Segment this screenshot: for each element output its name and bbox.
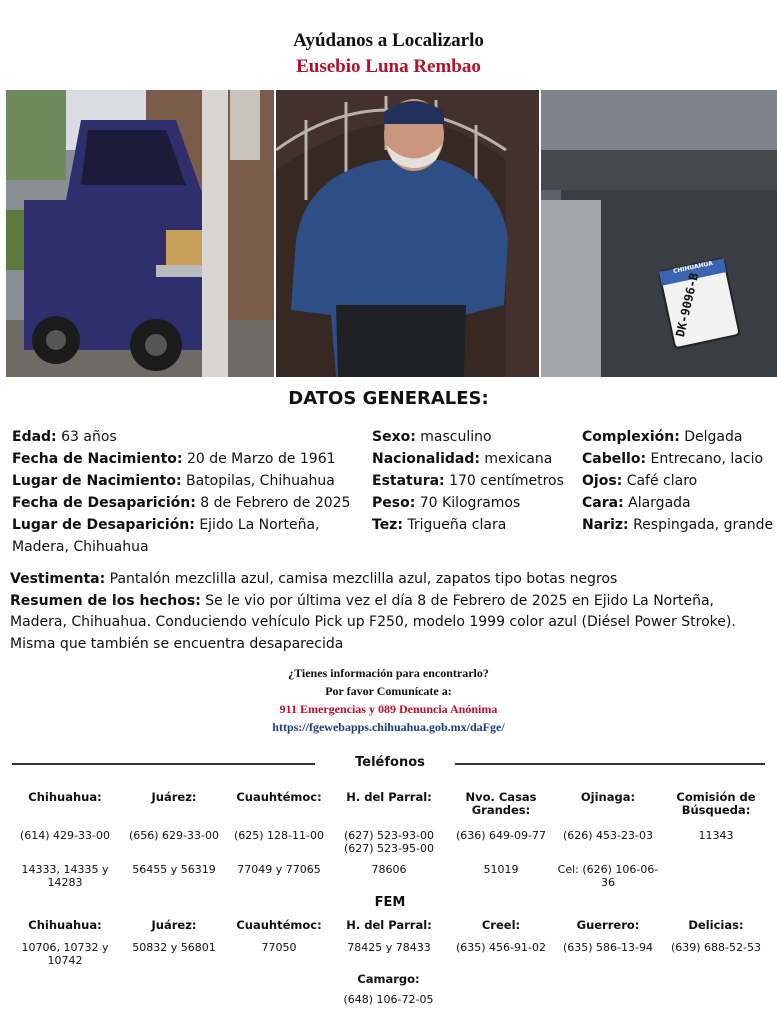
- table-header: Chihuahua:: [28, 790, 102, 804]
- info-row: [582, 426, 777, 448]
- info-value: Batopilas, Chihuahua: [181, 473, 335, 489]
- phone-cell: (626) 453-23-03: [562, 829, 653, 842]
- table-header: H. del Parral:: [346, 918, 432, 932]
- phone-cell: (635) 586-13-94: [562, 941, 653, 954]
- info-value: Ejido La Norteña,: [194, 517, 320, 533]
- info-row: [582, 470, 777, 492]
- info-value: 170 centímetros: [444, 473, 564, 489]
- phone-cell: 77049 y 77065: [237, 863, 321, 876]
- phone-cell: (627) 523-93-00 (627) 523-95-00: [343, 829, 434, 855]
- camargo-label: Camargo:: [357, 972, 420, 986]
- info-row: [12, 426, 362, 448]
- info-value: Madera, Chihuahua: [12, 539, 149, 555]
- info-row: [372, 514, 577, 536]
- table-header: H. del Parral:: [346, 790, 432, 804]
- phone-cell: 77050: [261, 941, 297, 954]
- phone-cell: (639) 688-52-53: [670, 941, 761, 954]
- info-row: [12, 448, 362, 470]
- info-value: 8 de Febrero de 2025: [195, 495, 351, 511]
- section-heading-datos-generales: DATOS GENERALES:: [288, 388, 489, 409]
- info-label: Nariz:: [582, 517, 629, 533]
- phone-cell: 50832 y 56801: [132, 941, 216, 954]
- phone-cell: (656) 629-33-00: [128, 829, 219, 842]
- poster-title: Ayúdanos a Localizarlo: [293, 30, 484, 51]
- fem-heading: FEM: [374, 895, 406, 910]
- info-row: [12, 514, 362, 536]
- info-value: Alargada: [623, 495, 691, 511]
- info-value: Trigueña clara: [402, 517, 507, 533]
- info-row: [12, 536, 362, 558]
- person-photo: [276, 90, 539, 377]
- info-value: 63 años: [56, 429, 117, 445]
- phone-cell: 10706, 10732 y 10742: [21, 941, 109, 967]
- info-column-1: [12, 426, 362, 558]
- table-header: Ojinaga:: [580, 790, 636, 804]
- info-label: Lugar de Desaparición:: [12, 517, 195, 533]
- info-column-3: [582, 426, 777, 536]
- divider-right: [455, 763, 765, 765]
- phone-cell: (635) 456-91-02: [455, 941, 546, 954]
- info-column-2: [372, 426, 577, 536]
- table-header: Delicias:: [688, 918, 744, 932]
- plate-number-text: DK-9096-B: [672, 271, 702, 339]
- info-label: Fecha de Desaparición:: [12, 495, 196, 511]
- info-row: [582, 448, 777, 470]
- info-label: Ojos:: [582, 473, 623, 489]
- table-header: Cuauhtémoc:: [236, 918, 322, 932]
- info-label: Cabello:: [582, 451, 647, 467]
- camargo-phone: (648) 106-72-05: [343, 993, 434, 1006]
- emergency-numbers: 911 Emergencias y 089 Denuncia Anónima: [279, 702, 498, 716]
- info-value: mexicana: [479, 451, 553, 467]
- phone-cell: (614) 429-33-00: [19, 829, 110, 842]
- table-header: Juárez:: [151, 918, 197, 932]
- phone-cell: 78606: [371, 863, 407, 876]
- vestimenta-label: Vestimenta:: [10, 571, 106, 587]
- info-label: Fecha de Nacimiento:: [12, 451, 183, 467]
- info-row: [582, 514, 777, 536]
- divider-left: [12, 763, 315, 765]
- phone-cell: 14333, 14335 y 14283: [21, 863, 109, 889]
- info-label: Nacionalidad:: [372, 451, 480, 467]
- info-label: Lugar de Nacimiento:: [12, 473, 182, 489]
- summary-block: [10, 569, 772, 655]
- phone-cell: (625) 128-11-00: [233, 829, 324, 842]
- info-label: Complexión:: [582, 429, 680, 445]
- info-row: [12, 492, 362, 514]
- report-url-link[interactable]: https://fgewebapps.chihuahua.gob.mx/daFge/: [272, 720, 505, 734]
- phone-cell: (636) 649-09-77: [455, 829, 546, 842]
- info-value: Respingada, grande: [628, 517, 774, 533]
- table-header: Juárez:: [151, 790, 197, 804]
- truck-photo: [6, 90, 274, 377]
- info-row: [372, 448, 577, 470]
- phone-cell: 11343: [698, 829, 734, 842]
- phone-cell: 56455 y 56319: [132, 863, 216, 876]
- info-value: masculino: [415, 429, 492, 445]
- info-label: Sexo:: [372, 429, 416, 445]
- license-plate-photo: [541, 90, 777, 377]
- phone-cell: 51019: [483, 863, 519, 876]
- info-row: [582, 492, 777, 514]
- contact-instruction: Por favor Comunícate a:: [325, 684, 452, 698]
- table-header: Comisión de Búsqueda:: [676, 790, 756, 817]
- phone-cell: Cel: (626) 106-06-36: [557, 863, 659, 889]
- resumen-value: Se le vio por última vez el día 8 de Febrero de 2025 en Ejido La Norteña, Madera, Chihuahua. Conduciendo vehículo Pick up F250, modelo 1999 color azul (Diésel Power Stroke). Misma que también se encuentra desaparecida: [10, 592, 736, 652]
- table-header: Creel:: [481, 918, 521, 932]
- info-value: 70 Kilogramos: [415, 495, 521, 511]
- info-row: [12, 470, 362, 492]
- vestimenta-line: [10, 569, 772, 591]
- info-label: Peso:: [372, 495, 416, 511]
- info-value: Delgada: [679, 429, 743, 445]
- info-value: 20 de Marzo de 1961: [182, 451, 336, 467]
- info-value: Entrecano, lacio: [646, 451, 764, 467]
- telefonos-heading: Teléfonos: [355, 755, 425, 770]
- info-label: Estatura:: [372, 473, 445, 489]
- resumen-label: Resumen de los hechos:: [10, 592, 201, 609]
- table-header: Guerrero:: [576, 918, 640, 932]
- contact-question: ¿Tienes información para encontrarlo?: [288, 666, 489, 680]
- info-row: [372, 470, 577, 492]
- table-header: Chihuahua:: [28, 918, 102, 932]
- info-label: Tez:: [372, 517, 403, 533]
- missing-person-name: Eusebio Luna Rembao: [296, 56, 481, 77]
- phone-cell: 78425 y 78433: [347, 941, 431, 954]
- table-header: Cuauhtémoc:: [236, 790, 322, 804]
- info-row: [372, 492, 577, 514]
- vestimenta-value: Pantalón mezclilla azul, camisa mezclilla azul, zapatos tipo botas negros: [105, 571, 618, 587]
- resumen-line: [10, 591, 772, 656]
- info-value: Café claro: [622, 473, 698, 489]
- info-label: Edad:: [12, 429, 57, 445]
- info-label: Cara:: [582, 495, 624, 511]
- plate-state-text: CHIHUAHUA: [672, 259, 714, 276]
- info-row: [372, 426, 577, 448]
- table-header: Nvo. Casas Grandes:: [465, 790, 537, 817]
